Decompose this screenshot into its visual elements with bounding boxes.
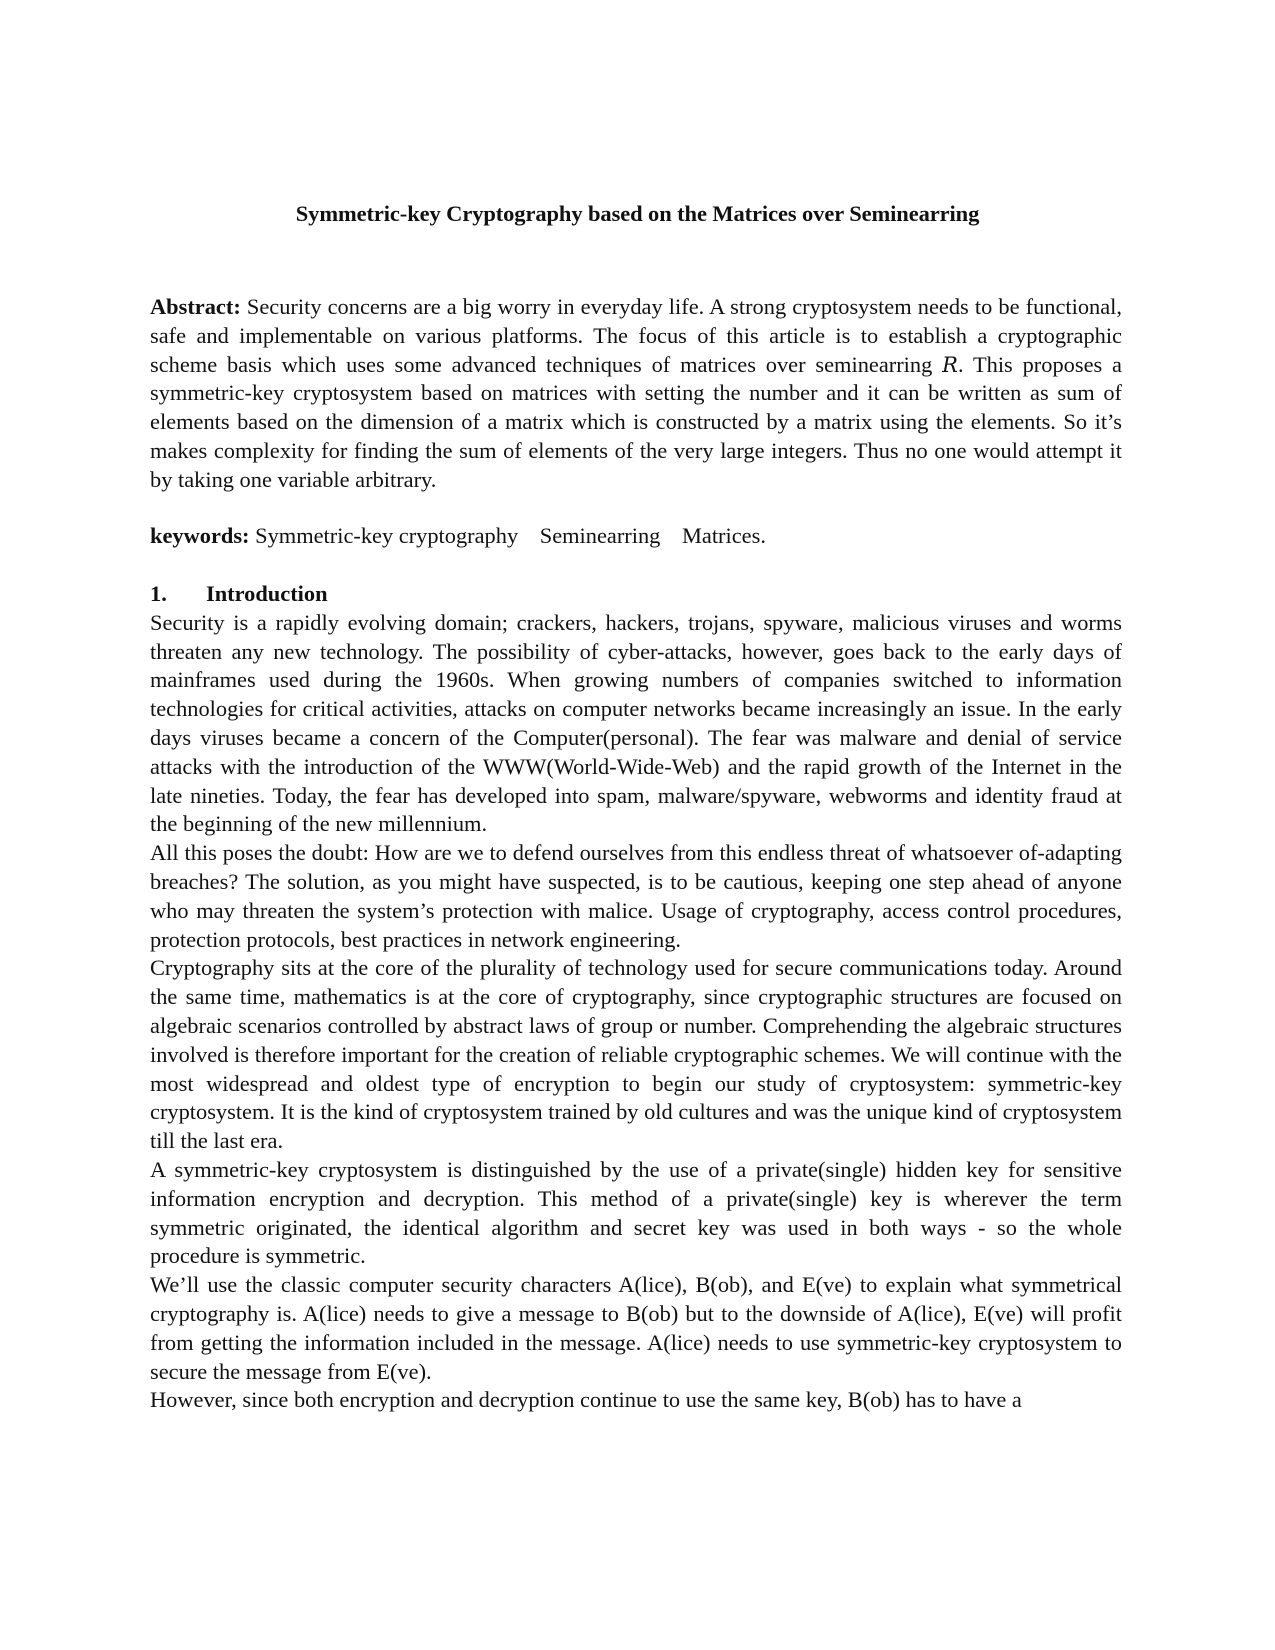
paragraph: A symmetric-key cryptosystem is distinguished by the use of a private(single) hidden key for sensitive information encryption and decryption. This method of a private(single) key is wherever the term symmetric originated, the identical algorithm and secret key was used in both ways - so the whole procedure is symmetric.	[150, 1156, 1122, 1269]
abstract-text-part-1: Security concerns are a big worry in everyday life. A strong cryptosystem needs to be functional, safe and implementable on various platforms. The focus of this article is to establish a cryptographic scheme basis which uses some advanced techniques of matrices over seminearring	[150, 294, 1122, 377]
section-introduction	[150, 580, 1122, 1415]
keywords-block	[150, 522, 1122, 551]
keyword-item: Symmetric-key cryptography	[255, 523, 519, 548]
seminearring-symbol: R	[942, 352, 958, 377]
section-heading	[150, 580, 1122, 609]
paragraph: Cryptography sits at the core of the plurality of technology used for secure communications today. Around the same time, mathematics is at the core of cryptography, since cryptographic structures are focused on algebraic scenarios controlled by abstract laws of group or number. Comprehending the algebraic structures involved is therefore important for the creation of reliable cryptographic schemes. We will continue with the most widespread and oldest type of encryption to begin our study of cryptosystem: symmetric-key cryptosystem. It is the kind of cryptosystem trained by old cultures and was the unique kind of cryptosystem till the last era.	[150, 955, 1122, 1154]
keywords-label: keywords:	[150, 523, 250, 548]
paragraph: All this poses the doubt: How are we to defend ourselves from this endless threat of whatsoever of-adapting breaches? The solution, as you might have suspected, is to be cautious, keeping one step ahead of anyone who may threaten the system’s protection with malice. Usage of cryptography, access control procedures, protection protocols, best practices in network engineering.	[150, 840, 1122, 952]
keyword-item: Seminearring	[539, 523, 661, 548]
keyword-item: Matrices.	[681, 523, 766, 548]
paragraph: Security is a rapidly evolving domain; crackers, hackers, trojans, spyware, malicious viruses and worms threaten any new technology. The possibility of cyber-attacks, however, goes back to the early days of mainframes used during the 1960s. When growing numbers of companies switched to information technologies for critical activities, attacks on computer networks became increasingly an issue. In the early days viruses became a concern of the Computer(personal). The fear was malware and denial of service attacks with the introduction of the WWW(World-Wide-Web) and the rapid growth of the Internet in the late nineties. Today, the fear has developed into spam, malware/spyware, webworms and identity fraud at the beginning of the new millennium.	[150, 609, 1122, 837]
section-number: 1.	[150, 581, 167, 606]
paragraph: We’ll use the classic computer security characters A(lice), B(ob), and E(ve) to explain what symmetrical cryptography is. A(lice) needs to give a message to B(ob) but to the downside of A(lice), E(ve) will profit from getting the information included in the message. A(lice) needs to use symmetric-key cryptosystem to secure the message from E(ve).	[150, 1272, 1122, 1384]
abstract-label: Abstract:	[150, 294, 241, 319]
paragraph: However, since both encryption and decryption continue to use the same key, B(ob) has to have a	[150, 1387, 1022, 1413]
paper-title: Symmetric-key Cryptography based on the Matrices over Seminearring	[295, 201, 980, 226]
abstract-block	[150, 293, 1122, 495]
abstract-text-part-2: . This proposes a symmetric-key cryptosystem based on matrices with setting the number and it can be written as sum of elements based on the dimension of a matrix which is constructed by a matrix using the elements. So it’s makes complexity for finding the sum of elements of the very large integers. Thus no one would attempt it by taking one variable arbitrary.	[150, 351, 1122, 492]
section-title: Introduction	[206, 581, 328, 606]
